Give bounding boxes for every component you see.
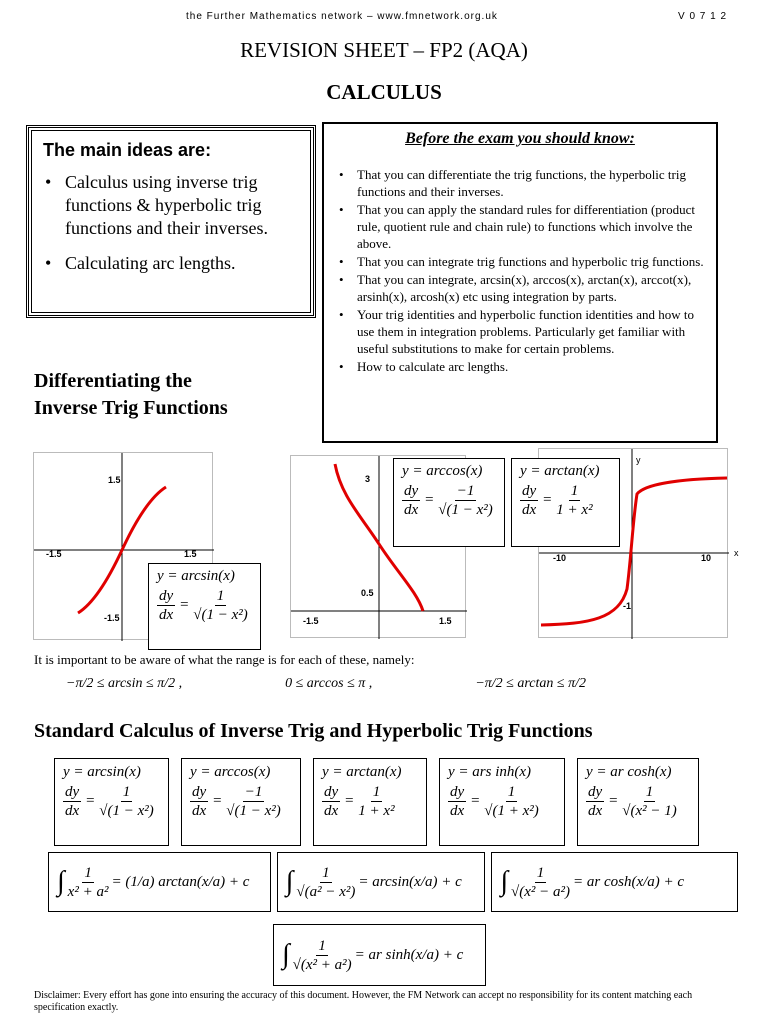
- tick-label: 1.5: [184, 549, 197, 559]
- integral-box: ∫ $\frac{1}{\text{√(a² − x²)}}$ = arcsin(x/a) + c: [277, 852, 486, 912]
- tick-label: 10: [701, 553, 712, 563]
- list-item: • That you can integrate, arcsin(x), arccos(x), arctan(x), arccot(x), arsinh(x), arcosh(x) etc using integration by parts.: [334, 271, 706, 305]
- integral-sign: ∫: [282, 939, 290, 970]
- tick-label: 0.5: [361, 588, 374, 598]
- integral-sign: ∫: [285, 866, 294, 897]
- range-arccos: 0 ≤ arccos ≤ π ,: [285, 676, 373, 691]
- std-derivative-box: y = arctan(x) $\frac{dy}{dx}$ = $\frac{1}{\text{1 + x²}}$: [313, 758, 427, 846]
- main-ideas-box: [26, 125, 316, 318]
- function-label: y = arcsin(x): [157, 568, 235, 584]
- std-derivative-box: y = arccos(x) $\frac{dy}{dx}$ = $\frac{-1}{\text{√(1 − x²)}}$: [181, 758, 301, 846]
- section-heading-differentiating: Differentiating the Inverse Trig Functions: [34, 370, 228, 419]
- page-title: REVISION SHEET – FP2 (AQA): [240, 38, 528, 62]
- range-note: It is important to be aware of what the range is for each of these, namely:: [34, 652, 415, 667]
- arctan-derivative-box: y = arctan(x) $\frac{dy}{dx}$ = $\frac{1}{\text{1 + x²}}$: [511, 458, 620, 547]
- axis-label: y: [636, 455, 641, 465]
- list-item: • That you can differentiate the trig functions, the hyperbolic trig functions and their inverses.: [334, 166, 706, 200]
- axis-label: x: [734, 548, 739, 558]
- integrals-row: [48, 852, 738, 912]
- tick-label: -1.5: [303, 616, 319, 626]
- arccos-derivative-box: y = arccos(x) $\frac{dy}{dx}$ = $\frac{-1}{\text{√(1 − x²)}}$: [393, 458, 505, 547]
- std-derivative-box: y = ar cosh(x) $\frac{dy}{dx}$ = $\frac{1}{\text{√(x² − 1)}}$: [577, 758, 699, 846]
- list-item: • That you can integrate trig functions and hyperbolic trig functions.: [334, 253, 706, 270]
- version-code: V 0 7 1 2: [678, 11, 728, 22]
- tick-label: -1.5: [46, 549, 62, 559]
- list-item: • How to calculate arc lengths.: [334, 358, 706, 375]
- tick-label: -10: [553, 553, 567, 563]
- list-item: • Calculus using inverse trig functions & hyperbolic trig functions and their inverses.: [41, 171, 301, 240]
- arcsin-derivative-box: y = arcsin(x) $\frac{dy}{dx}$ = $\frac{1}{\text{√(1 − x²)}}$: [148, 563, 261, 650]
- header-url[interactable]: www.fmnetwork.org.uk: [377, 11, 498, 22]
- before-exam-heading: Before the exam you should know:: [405, 130, 635, 147]
- function-label: y = arctan(x): [520, 463, 600, 479]
- integral-sign: ∫: [57, 866, 65, 897]
- integral-box: ∫ $\frac{1}{\text{√(x² − a²)}}$ = ar cosh(x/a) + c: [491, 852, 738, 912]
- before-exam-box: [322, 122, 718, 443]
- range-arcsin: −π/2 ≤ arcsin ≤ π/2 ,: [66, 676, 183, 691]
- main-ideas-heading: The main ideas are:: [43, 140, 212, 160]
- list-item: • Calculating arc lengths.: [41, 252, 301, 275]
- header-left: the Further Mathematics network – www.fmnetwork.org.uk: [186, 11, 498, 22]
- range-arctan: −π/2 ≤ arctan ≤ π/2: [475, 676, 586, 691]
- tick-label: 1.5: [439, 616, 452, 626]
- page-subtitle: CALCULUS: [326, 80, 442, 104]
- tick-label: -1.5: [104, 613, 120, 623]
- list-item: • That you can apply the standard rules for differentiation (product rule, quotient rule and chain rule) to functions which involve the above.: [334, 201, 706, 252]
- section-heading-standard-calculus: Standard Calculus of Inverse Trig and Hyperbolic Trig Functions: [34, 720, 593, 742]
- main-ideas-list: [41, 171, 301, 275]
- tick-label: -1: [623, 601, 632, 611]
- std-derivative-box: y = arcsin(x) $\frac{dy}{dx}$ = $\frac{1}{\text{√(1 − x²)}}$: [54, 758, 169, 846]
- std-derivative-box: y = ars inh(x) $\frac{dy}{dx}$ = $\frac{1}{\text{√(1 + x²)}}$: [439, 758, 565, 846]
- range-formulas: [66, 676, 586, 692]
- integral-box: ∫ $\frac{1}{\text{x² + a²}}$ = (1/a) arctan(x/a) + c: [48, 852, 271, 912]
- integral-box: ∫ $\frac{1}{\text{√(x² + a²)}}$ = ar sinh(x/a) + c: [273, 924, 486, 986]
- standard-derivatives-row: [54, 758, 730, 846]
- tick-label: 1.5: [108, 475, 121, 485]
- tick-label: 3: [365, 474, 371, 484]
- before-exam-list: [334, 166, 706, 375]
- function-label: y = arccos(x): [402, 463, 483, 479]
- integral-sign: ∫: [500, 866, 509, 897]
- list-item: • Your trig identities and hyperbolic function identities and how to use them in integration problems. Particularly get familiar with useful substitutions to make for certain problems.: [334, 306, 706, 357]
- disclaimer: Disclaimer: Every effort has gone into ensuring the accuracy of this document. However, the FM Network can accept no responsibility for its content matching each specification exactly.: [34, 990, 693, 1013]
